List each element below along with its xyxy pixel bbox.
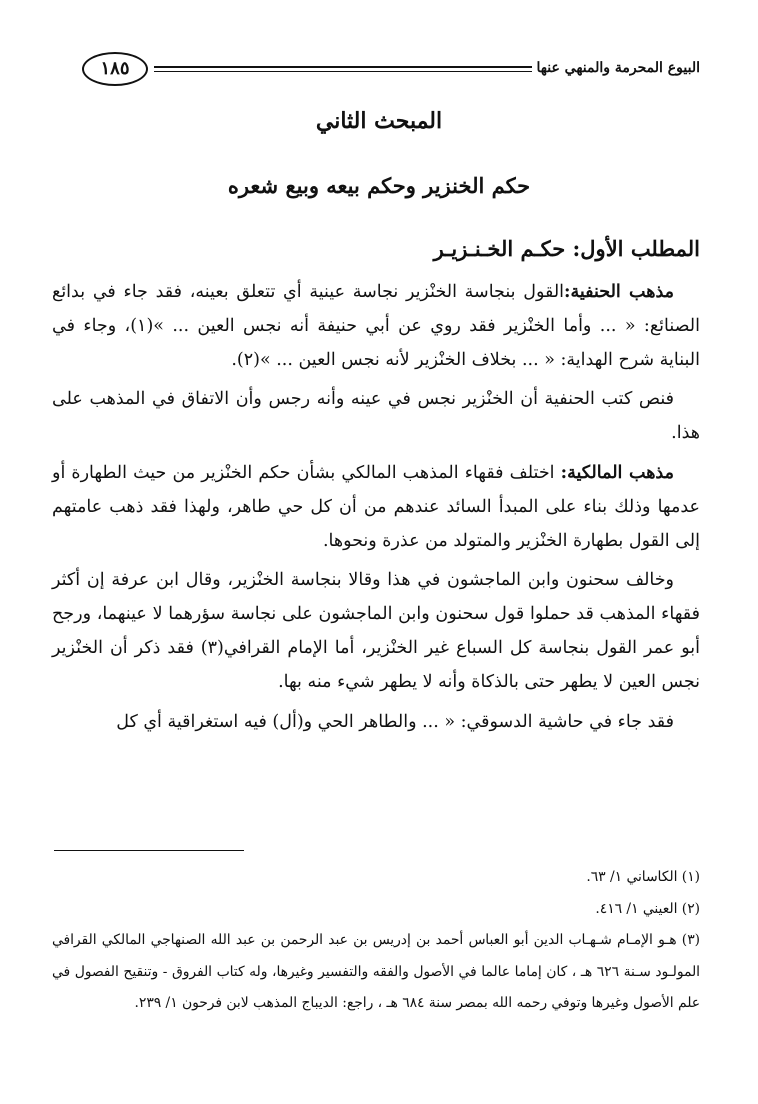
paragraph — [52, 564, 700, 699]
paragraph-text: القول بنجاسة الخنْزير نجاسة عينية أي تتعلق بعينه، فقد جاء في بدائع الصنائع: « ... وأما الخنْزير فقد روي عن أبي حنيفة أنه نجس العين ... »(١)، وجاء في البناية شرح الهداية: « ... بخلاف الخنْزير لأنه نجس العين ... »(٢). — [52, 282, 700, 370]
page-number: ١٨٥ — [82, 52, 148, 86]
footnote: (٣) هـو الإمـام شـهـاب الدين أبو العباس أحمد بن إدريس بن عبد الرحمن بن عبد الله الصنهاجي المالكي القرافي المولـود سـنة ٦٢٦ هـ ، كان إماما عالما في الأصول والفقه والتفسير وغيرها، وله كتاب الفروق - وتنقيح الفصول في علم الأصول وغيرها وتوفي رحمه الله بمصر سنة ٦٨٤ هـ ، راجع: الديباج المذهب لابن فرحون ١/ ٢٣٩. — [52, 932, 701, 1011]
body-text — [52, 276, 700, 745]
running-title: البيوع المحرمة والمنهي عنها — [536, 60, 700, 76]
paragraph — [52, 457, 700, 558]
section-title: المبحث الثاني — [315, 108, 443, 134]
paragraph-text: اختلف فقهاء المذهب المالكي بشأن حكم الخنْزير من حيث الطهارة أو عدمها وذلك بناء على المبدأ السائد عندهم من أن كل حي طاهر، ولهذا فقد ذهب عامتهم إلى القول بطهارة الخنْزير والمتولد من عذرة ونحوها. — [52, 462, 700, 551]
paragraph — [52, 383, 700, 451]
paragraph-text: وخالف سحنون وابن الماجشون في هذا وقالا بنجاسة الخنْزير، وقال ابن عرفة إن أكثر فقهاء المذهب قد حملوا قول سحنون وابن الماجشون على نجاسة سؤرهما لا عينهما، ورجح أبو عمر القول بنجاسة كل السباع غير الخنْزير، أما الإمام القرافي(٣) فقد ذكر أن الخنْزير نجس العين لا يطهر حتى بالذكاة وأنه لا يطهر شيء منه بها. — [52, 570, 700, 692]
paragraph-text: فنص كتب الحنفية أن الخنْزير نجس في عينه وأنه رجس وأن الاتفاق في المذهب على هذا. — [52, 389, 700, 444]
header-rule — [154, 66, 532, 68]
footnote: (٢) العيني ١/ ٤١٦. — [595, 900, 700, 917]
footnote-separator — [54, 850, 244, 851]
paragraph-label: مذهب المالكية: — [560, 462, 674, 483]
paragraph — [52, 276, 700, 377]
chapter-title: حكم الخنزير وحكم بيعه وبيع شعره — [227, 173, 531, 198]
paragraph-label: مذهب الحنفية: — [564, 282, 675, 302]
subsection-title: المطلب الأول: حكـم الخـنـزيـر — [433, 236, 700, 261]
footnote: (١) الكاساني ١/ ٦٣. — [586, 869, 700, 885]
running-header — [82, 52, 700, 88]
paragraph-text: فقد جاء في حاشية الدسوقي: « ... والطاهر الحي و(أل) فيه استغراقية أي كل — [116, 711, 674, 732]
footnotes — [52, 862, 700, 1020]
paragraph — [52, 706, 700, 740]
header-rule-thin — [154, 71, 532, 72]
